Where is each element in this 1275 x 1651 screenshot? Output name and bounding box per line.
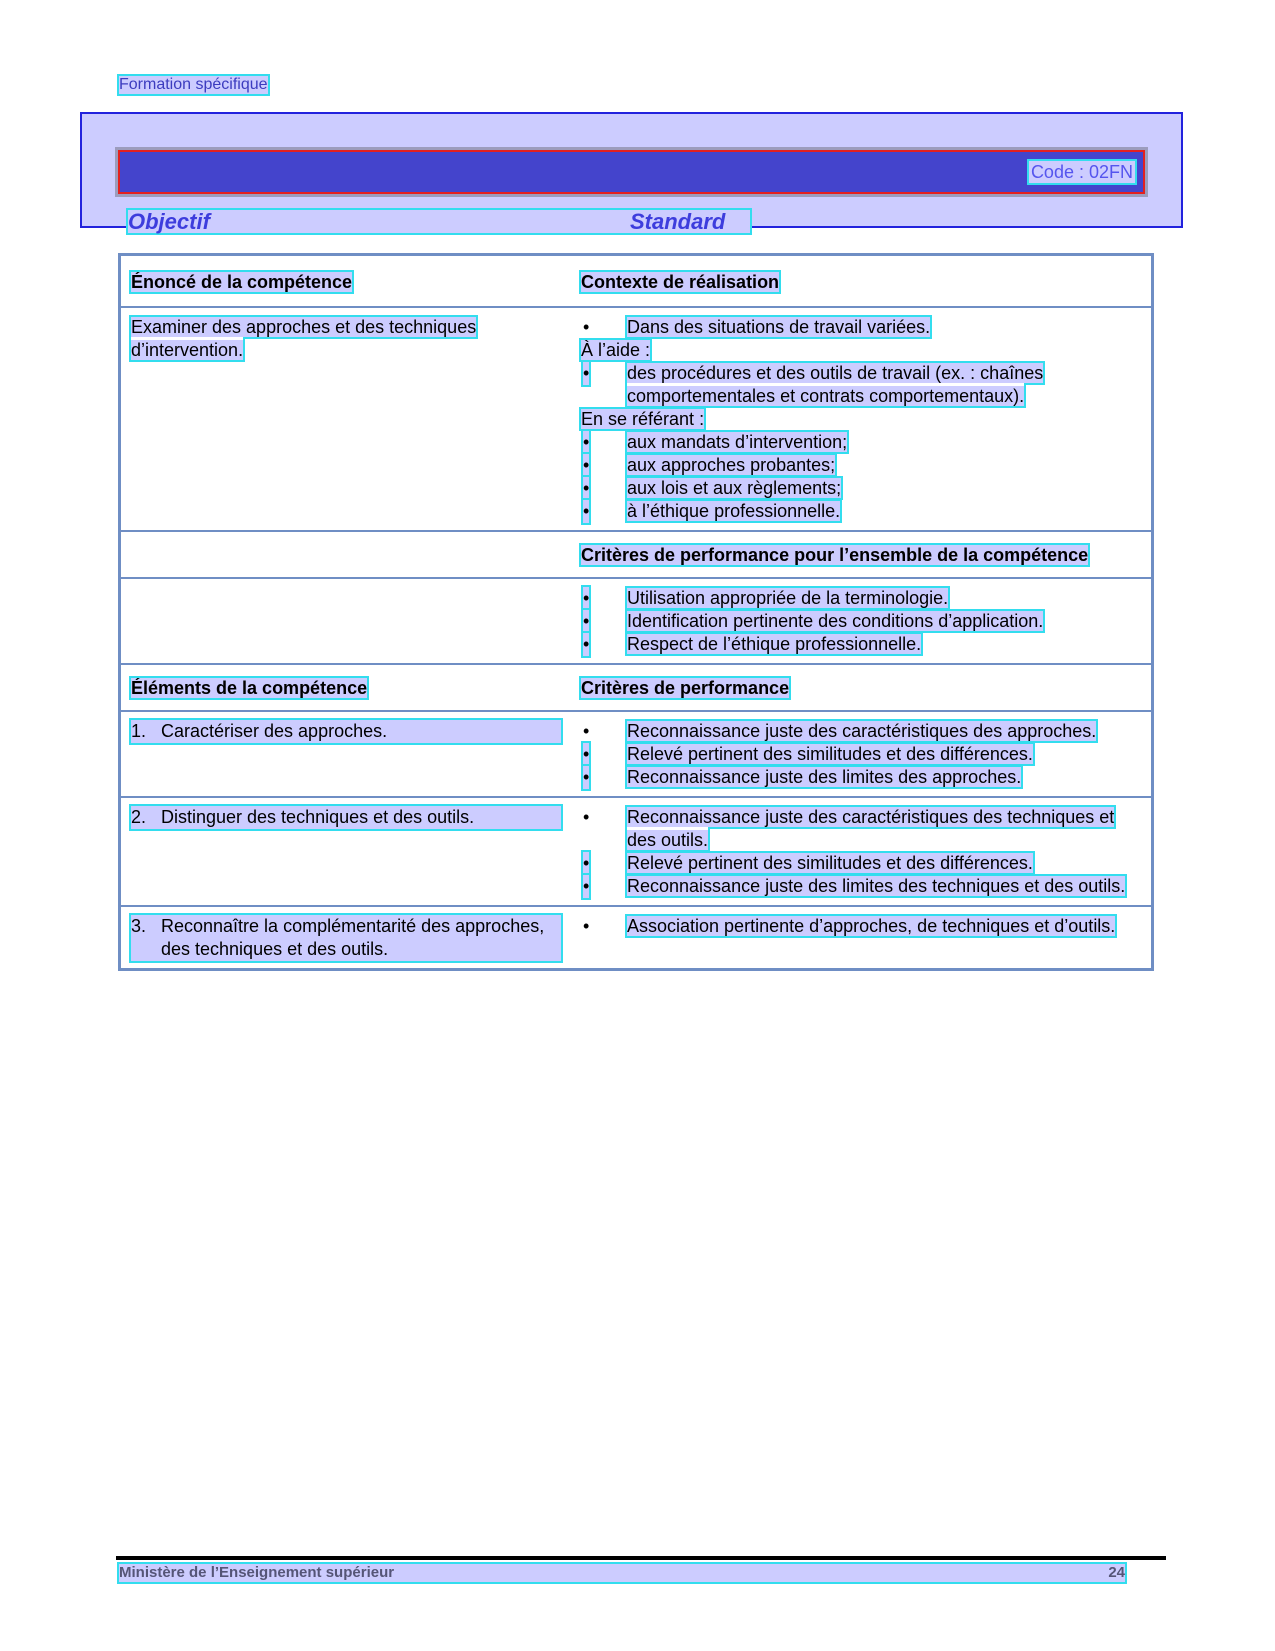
objectif-title: Objectif — [128, 209, 210, 234]
footer-rule — [116, 1556, 1166, 1560]
bullet: • — [583, 363, 590, 383]
enonce-text: Examiner des approches et des techniques d’intervention. — [131, 317, 477, 360]
competency-table — [118, 253, 1154, 971]
bullet: • — [583, 807, 590, 827]
table-row — [120, 797, 1153, 906]
bullet: • — [583, 317, 590, 337]
list-item: • aux lois et aux règlements; — [583, 478, 842, 498]
element-3: 3. Reconnaître la complémentarité des approches, des techniques et des outils. — [131, 915, 561, 961]
list-item: • aux approches probantes; — [583, 455, 836, 475]
bullet: • — [583, 478, 590, 498]
table-header-row — [120, 255, 1153, 308]
bullet: • — [583, 634, 590, 654]
criteres-ensemble-header-row — [120, 531, 1153, 578]
list-item: • Reconnaissance juste des caractéristiques des techniques et des outils. — [583, 807, 1115, 850]
contexte-header: Contexte de réalisation — [581, 272, 780, 292]
element-2: 2. Distinguer des techniques et des outils. — [131, 806, 561, 829]
list-item: • à l’éthique professionnelle. — [583, 501, 841, 521]
list-item: • Association pertinente d’approches, de techniques et d’outils. — [583, 916, 1116, 936]
list-item: • des procédures et des outils de travail (ex. : chaînes comportementales et contrats comportementaux). — [583, 363, 1044, 406]
element-1: 1. Caractériser des approches. — [131, 720, 561, 743]
competency-code: Code : 02FN — [1030, 162, 1133, 182]
bullet: • — [583, 721, 590, 741]
table-row — [120, 578, 1153, 664]
list-item: • Reconnaissance juste des limites des approches. — [583, 767, 1022, 787]
list-item: • Relevé pertinent des similitudes et des différences. — [583, 744, 1033, 764]
bullet: • — [583, 876, 590, 896]
footer — [119, 1564, 1125, 1582]
bullet: • — [583, 588, 590, 608]
bullet: • — [583, 767, 590, 787]
list-item: • Dans des situations de travail variées. — [583, 317, 931, 337]
table-row — [120, 906, 1153, 970]
list-item: • Relevé pertinent des similitudes et des différences. — [583, 853, 1033, 873]
list-item: • Respect de l’éthique professionnelle. — [583, 634, 922, 654]
table-row — [120, 307, 1153, 531]
list-item: • Reconnaissance juste des caractéristiques des approches. — [583, 721, 1097, 741]
bullet: • — [583, 611, 590, 631]
bullet: • — [583, 455, 590, 475]
table-row — [120, 711, 1153, 797]
elements-header: Éléments de la compétence — [131, 678, 368, 698]
bullet: • — [583, 501, 590, 521]
page-number: 24 — [1108, 1564, 1125, 1581]
footer-ministry: Ministère de l’Enseignement supérieur — [119, 1564, 395, 1581]
bullet: • — [583, 432, 590, 452]
bullet: • — [583, 916, 590, 936]
running-header: Formation spécifique — [119, 76, 268, 93]
elements-header-row — [120, 664, 1153, 711]
list-item: • Utilisation appropriée de la terminologie. — [583, 588, 949, 608]
criteres-header: Critères de performance — [581, 678, 790, 698]
list-item: • Identification pertinente des conditions d’application. — [583, 611, 1044, 631]
code-bar — [118, 150, 1145, 194]
enonce-header: Énoncé de la compétence — [131, 272, 353, 292]
referant-label: En se référant : — [581, 409, 705, 429]
a-laide-label: À l’aide : — [581, 340, 651, 360]
list-item: • aux mandats d’intervention; — [583, 432, 848, 452]
standard-title: Standard — [630, 209, 726, 234]
bullet: • — [583, 744, 590, 764]
list-item: • Reconnaissance juste des limites des techniques et des outils. — [583, 876, 1126, 896]
objectif-standard-titles — [128, 210, 750, 233]
bullet: • — [583, 853, 590, 873]
criteres-ensemble-header: Critères de performance pour l’ensemble de la compétence — [581, 545, 1089, 565]
